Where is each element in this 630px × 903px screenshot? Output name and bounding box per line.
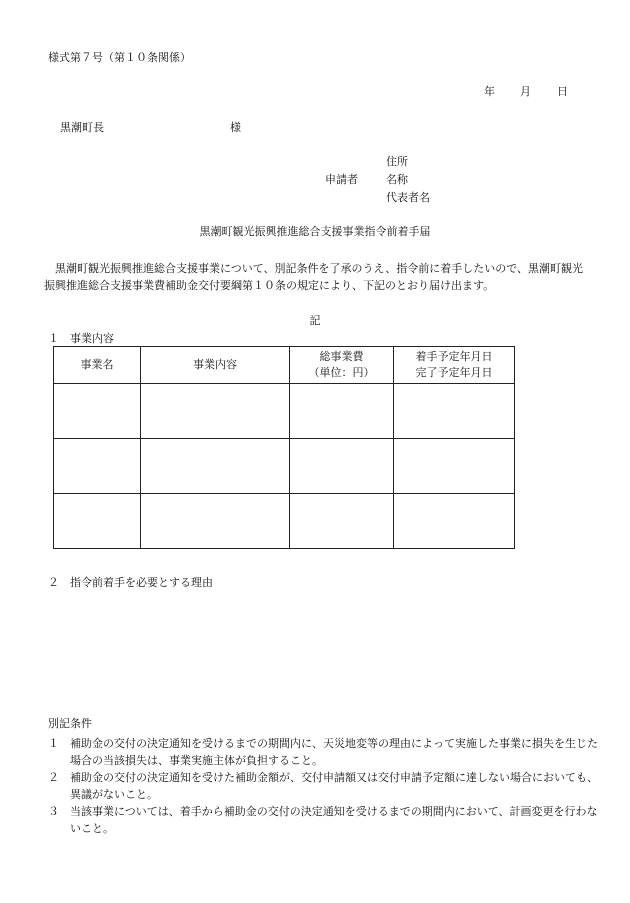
table-cell[interactable] [394, 439, 515, 494]
table-cell[interactable] [54, 494, 141, 549]
table-cell[interactable] [290, 439, 394, 494]
condition-number: ２ [48, 771, 59, 784]
form-number: 様式第７号（第１０条関係） [48, 51, 191, 64]
section2-title: 指令前着手を必要とする理由 [70, 576, 213, 589]
table-row [54, 384, 515, 439]
date-day-label: 日 [557, 85, 568, 98]
table-row [54, 439, 515, 494]
date-year-label: 年 [484, 85, 495, 98]
condition-text: 補助金の交付の決定通知を受けるまでの期間内に、天災地変等の理由によって実施した事業に損失を生じた場合の当該損失は、事業実施主体が負担すること。 [70, 737, 598, 767]
column-header-business-name: 事業名 [54, 347, 141, 384]
condition-item [48, 804, 606, 837]
business-content-table [53, 346, 515, 549]
ki-label: 記 [309, 314, 321, 327]
condition-number: １ [48, 737, 59, 750]
table-cell[interactable] [54, 439, 141, 494]
column-header-total-cost: 総事業費 （単位：円） [290, 347, 394, 384]
condition-text: 補助金の交付の決定通知を受けた補助金額が、交付申請額又は交付申請予定額に達しない場合においても、異議がないこと。 [70, 771, 598, 801]
condition-text: 当該事業については、着手から補助金の交付の決定通知を受けるまでの期間内において、計画変更を行わないこと。 [70, 805, 598, 835]
section1-heading [48, 333, 114, 344]
date-month-label: 月 [520, 85, 531, 98]
applicant-address-label: 住所 [386, 155, 408, 168]
document-title: 黒潮町観光振興推進総合支援事業指令前着手届 [199, 225, 431, 238]
table-cell[interactable] [290, 384, 394, 439]
section2-heading [48, 577, 213, 588]
conditions-title: 別記条件 [48, 717, 92, 730]
condition-number: ３ [48, 805, 59, 818]
table-row [54, 494, 515, 549]
column-header-business-content: 事業内容 [141, 347, 290, 384]
section1-title: 事業内容 [70, 332, 114, 345]
column-header-dates: 着手予定年月日 完了予定年月日 [394, 347, 515, 384]
table-header-row [54, 347, 515, 384]
table-cell[interactable] [141, 439, 290, 494]
applicant-representative-label: 代表者名 [386, 191, 430, 204]
body-paragraph: 黒潮町観光振興推進総合支援事業について、別記条件を了承のうえ、指令前に着手したいので、黒潮町観光振興推進総合支援事業費補助金交付要綱第１０条の規定により、下記のとおり届け出ます。 [44, 262, 583, 292]
applicant-name-label: 名称 [386, 173, 408, 186]
condition-item [48, 736, 606, 769]
applicant-label: 申請者 [325, 173, 358, 186]
table-cell[interactable] [394, 384, 515, 439]
table-cell[interactable] [141, 384, 290, 439]
recipient-name: 黒潮町長 [60, 121, 104, 134]
table-cell[interactable] [290, 494, 394, 549]
recipient-honorific: 様 [230, 121, 241, 134]
table-cell[interactable] [394, 494, 515, 549]
table-cell[interactable] [141, 494, 290, 549]
section2-number: ２ [48, 576, 59, 589]
table-cell[interactable] [54, 384, 141, 439]
condition-item [48, 770, 606, 803]
section1-number: １ [48, 332, 59, 345]
